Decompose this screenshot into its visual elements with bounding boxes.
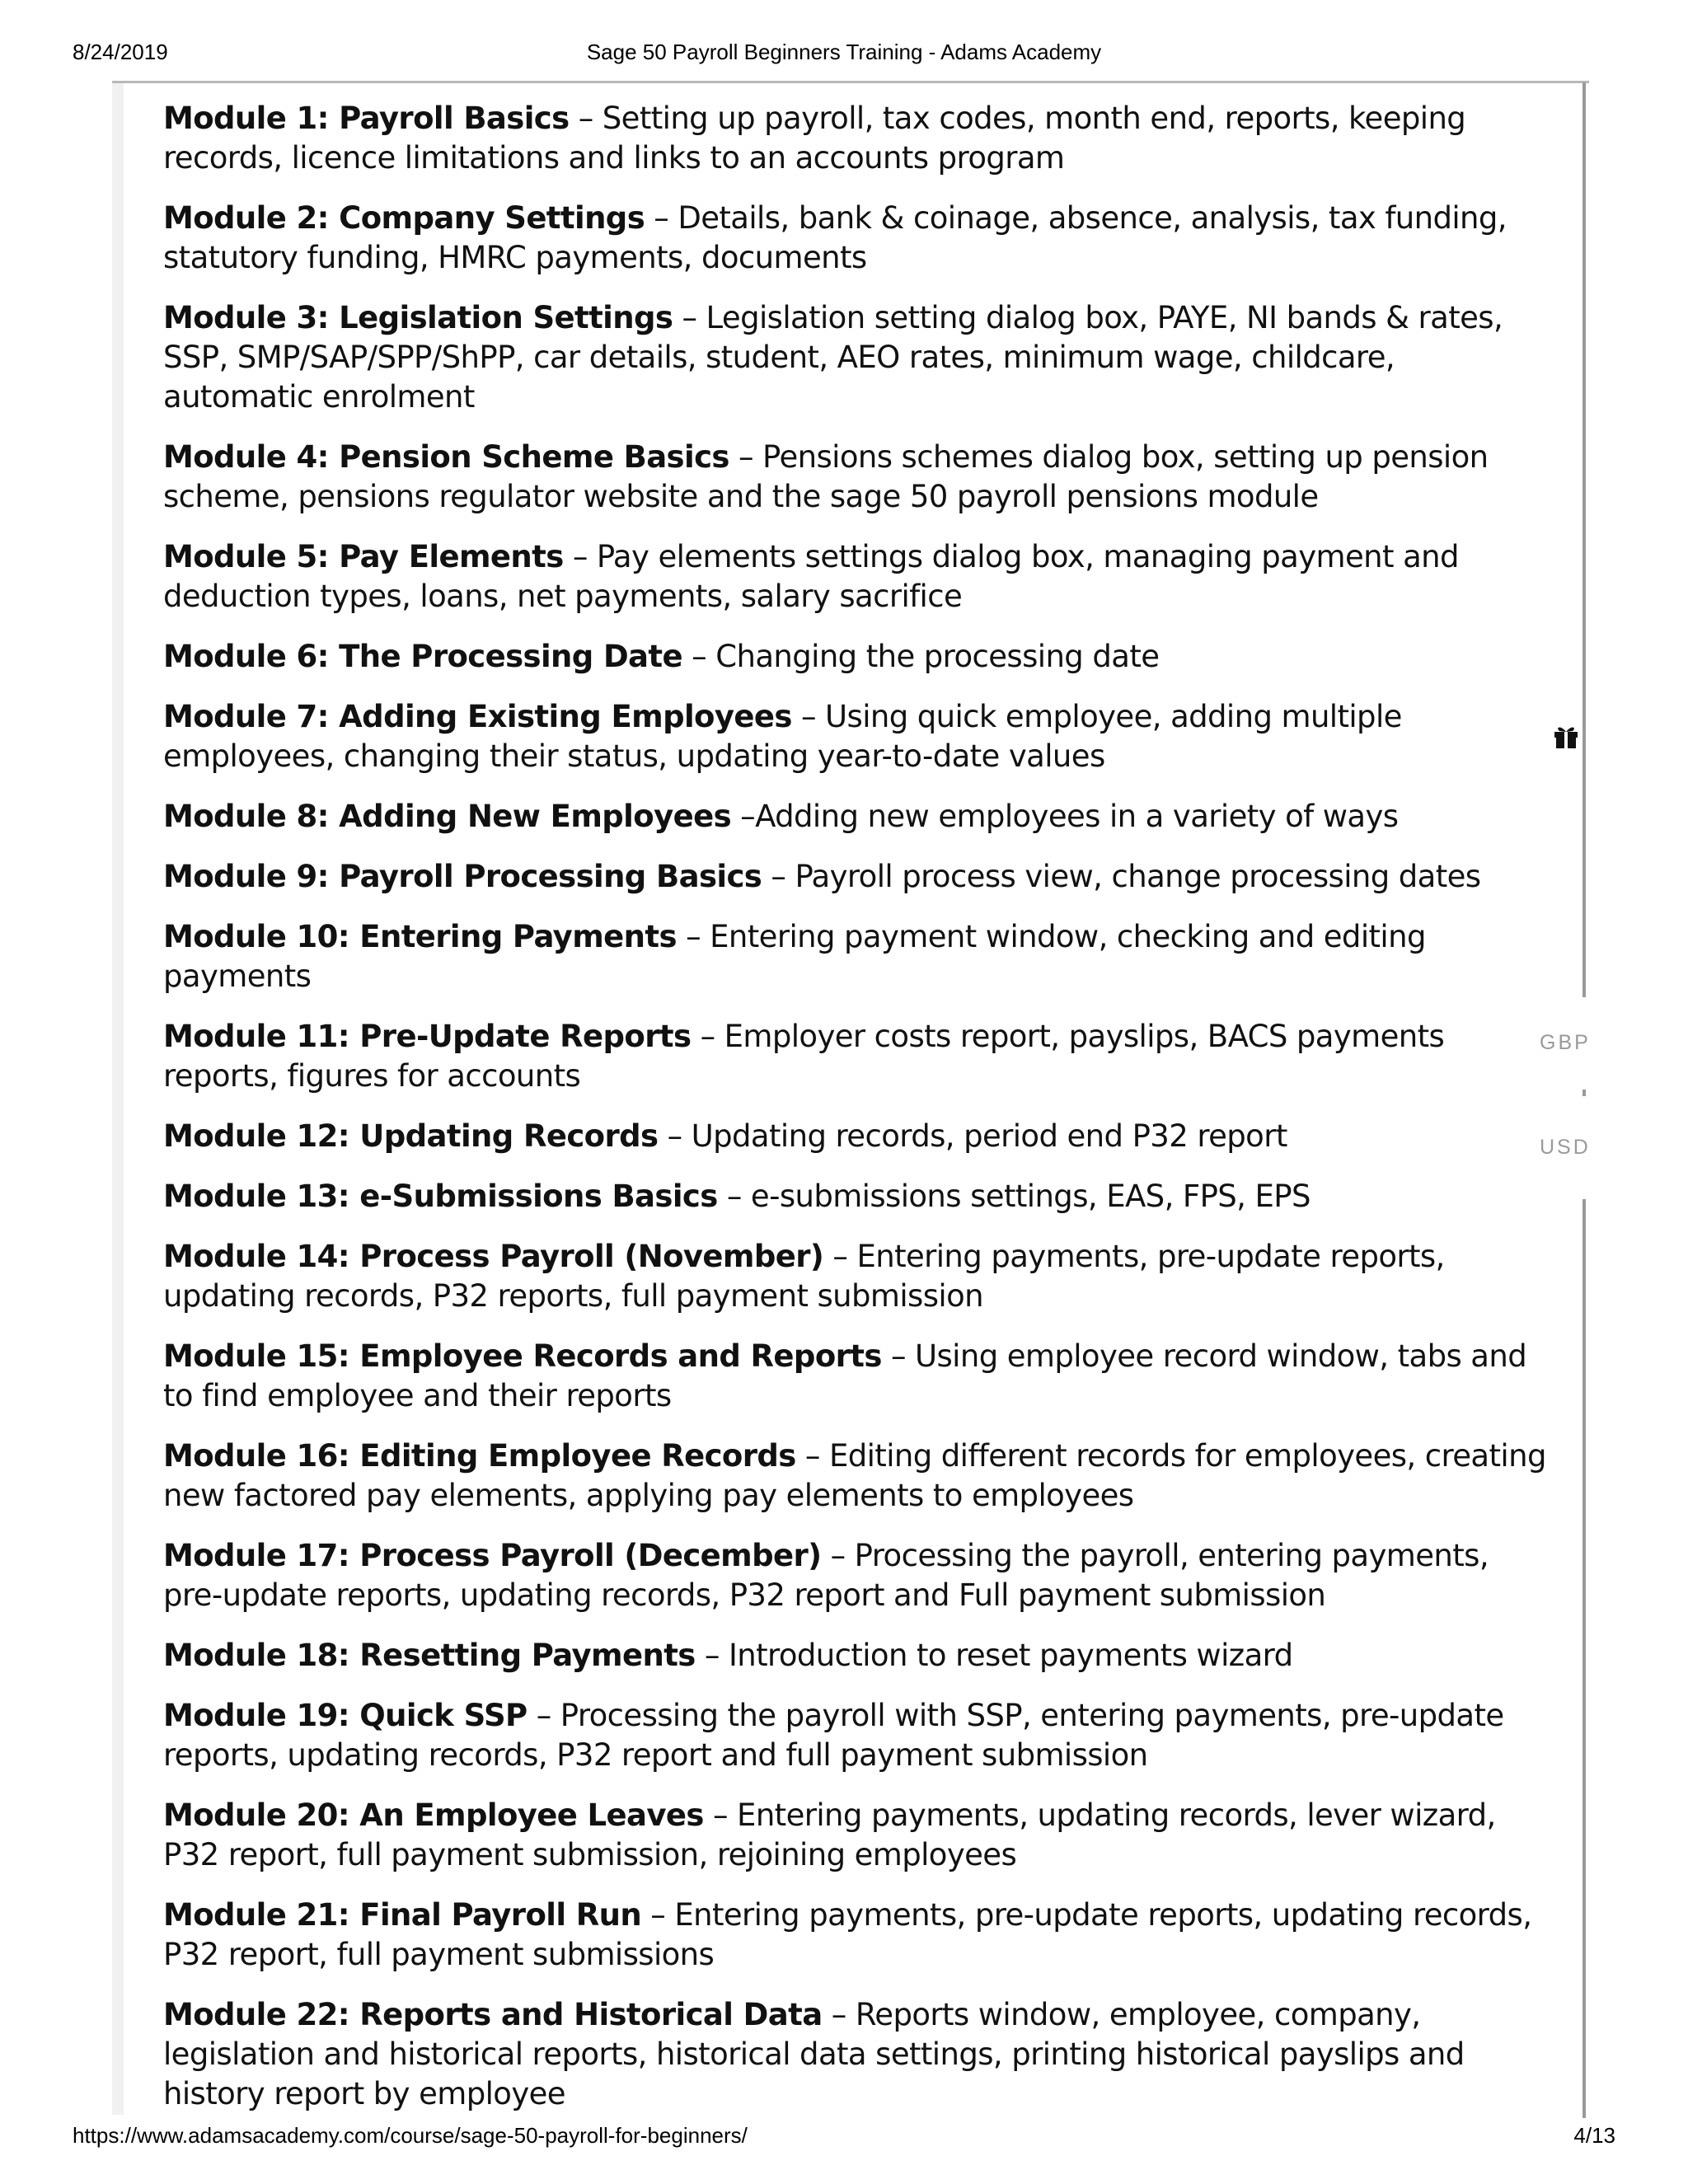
module-description: – Using employee record window, tabs and to find employee and their reports xyxy=(163,1338,1527,1413)
module-title: Module 16: Editing Employee Records xyxy=(163,1438,796,1474)
module-description: – Changing the processing date xyxy=(682,639,1160,674)
module-title: Module 17: Process Payroll (December) xyxy=(163,1538,822,1573)
module-item xyxy=(163,438,1548,517)
module-title: Module 21: Final Payroll Run xyxy=(163,1897,642,1933)
module-item xyxy=(163,1995,1548,2114)
module-title: Module 15: Employee Records and Reports xyxy=(163,1338,882,1374)
module-item xyxy=(163,917,1548,996)
module-title: Module 5: Pay Elements xyxy=(163,539,564,574)
module-description: – Setting up payroll, tax codes, month end, reports, keeping records, licence limitations and links to an accounts program xyxy=(163,101,1466,176)
module-description: – Pay elements settings dialog box, managing payment and deduction types, loans, net payments, salary sacrifice xyxy=(163,539,1459,614)
module-description: – Processing the payroll with SSP, entering payments, pre-update reports, updating records, P32 report and full payment submission xyxy=(163,1698,1504,1773)
content-frame-right-edge-bottom xyxy=(1582,1199,1586,2118)
currency-gbp-option[interactable]: GBP xyxy=(1540,1031,1591,1054)
module-item xyxy=(163,298,1548,417)
module-title: Module 18: Resetting Payments xyxy=(163,1638,696,1673)
module-description: – e-submissions settings, EAS, FPS, EPS xyxy=(717,1179,1311,1214)
module-title: Module 8: Adding New Employees xyxy=(163,799,732,834)
module-item xyxy=(163,697,1548,776)
module-title: Module 12: Updating Records xyxy=(163,1118,659,1154)
print-footer xyxy=(0,2123,1688,2156)
module-description: – Employer costs report, payslips, BACS payments reports, figures for accounts xyxy=(163,1019,1445,1094)
module-description: – Payroll process view, change processing dates xyxy=(762,859,1481,894)
module-title: Module 13: e-Submissions Basics xyxy=(163,1179,718,1214)
module-title: Module 7: Adding Existing Employees xyxy=(163,699,792,734)
module-description: – Entering payment window, checking and editing payments xyxy=(163,919,1426,994)
module-item xyxy=(163,1177,1548,1216)
print-url: https://www.adamsacademy.com/course/sage-50-payroll-for-beginners/ xyxy=(73,2123,748,2148)
module-title: Module 9: Payroll Processing Basics xyxy=(163,859,762,894)
module-item xyxy=(163,857,1548,897)
module-title: Module 14: Process Payroll (November) xyxy=(163,1239,824,1274)
module-description: –Adding new employees in a variety of ways xyxy=(731,799,1399,834)
module-title: Module 19: Quick SSP xyxy=(163,1698,528,1733)
module-description: – Reports window, employee, company, legislation and historical reports, historical data settings, printing historical payslips and history report by employee xyxy=(163,1997,1465,2111)
course-module-list xyxy=(163,99,1548,2135)
module-description: – Processing the payroll, entering payments, pre-update reports, updating records, P32 report and Full payment submission xyxy=(163,1538,1489,1613)
currency-usd-option[interactable]: USD xyxy=(1540,1136,1591,1159)
module-description: – Details, bank & coinage, absence, analysis, tax funding, statutory funding, HMRC payments, documents xyxy=(163,200,1507,275)
module-description: – Updating records, period end P32 report xyxy=(658,1118,1287,1154)
module-item xyxy=(163,537,1548,616)
module-item xyxy=(163,1436,1548,1516)
module-description: – Pensions schemes dialog box, setting up pension scheme, pensions regulator website and the sage 50 payroll pensions module xyxy=(163,439,1489,514)
module-title: Module 11: Pre-Update Reports xyxy=(163,1019,692,1054)
module-title: Module 20: An Employee Leaves xyxy=(163,1797,704,1833)
module-item xyxy=(163,1017,1548,1096)
module-item xyxy=(163,199,1548,278)
module-item xyxy=(163,1896,1548,1975)
module-item xyxy=(163,99,1548,178)
module-item xyxy=(163,1796,1548,1875)
print-page-title: Sage 50 Payroll Beginners Training - Adams Academy xyxy=(586,40,1102,64)
module-description: – Introduction to reset payments wizard xyxy=(695,1638,1293,1673)
module-description: – Legislation setting dialog box, PAYE, NI bands & rates, SSP, SMP/SAP/SPP/ShPP, car details, student, AEO rates, minimum wage, childcare, automatic enrolment xyxy=(163,300,1503,415)
print-date: 8/24/2019 xyxy=(73,40,168,64)
module-item xyxy=(163,1636,1548,1675)
module-title: Module 1: Payroll Basics xyxy=(163,101,570,136)
module-item xyxy=(163,637,1548,677)
module-item xyxy=(163,1117,1548,1156)
module-description: – Entering payments, pre-update reports, updating records, P32 report, full payment submissions xyxy=(163,1897,1532,1972)
module-title: Module 10: Entering Payments xyxy=(163,919,677,954)
module-title: Module 3: Legislation Settings xyxy=(163,300,673,335)
module-item xyxy=(163,1696,1548,1775)
module-description: – Entering payments, pre-update reports, updating records, P32 reports, full payment submission xyxy=(163,1239,1445,1314)
module-title: Module 4: Pension Scheme Basics xyxy=(163,439,729,475)
module-item xyxy=(163,1536,1548,1615)
currency-divider xyxy=(1582,1090,1586,1096)
module-item xyxy=(163,1237,1548,1316)
module-description: – Entering payments, updating records, lever wizard, P32 report, full payment submission, rejoining employees xyxy=(163,1797,1496,1872)
print-page-number: 4/13 xyxy=(1573,2123,1615,2148)
content-frame-right-edge-top xyxy=(1582,82,1586,997)
module-title: Module 6: The Processing Date xyxy=(163,639,683,674)
module-title: Module 2: Company Settings xyxy=(163,200,645,236)
gift-icon[interactable] xyxy=(1552,722,1580,750)
module-description: – Using quick employee, adding multiple employees, changing their status, updating year-to-date values xyxy=(163,699,1402,774)
module-description: – Editing different records for employees, creating new factored pay elements, applying pay elements to employees xyxy=(163,1438,1546,1513)
module-title: Module 22: Reports and Historical Data xyxy=(163,1997,823,2032)
module-item xyxy=(163,797,1548,837)
module-item xyxy=(163,1337,1548,1416)
print-header xyxy=(0,40,1688,73)
